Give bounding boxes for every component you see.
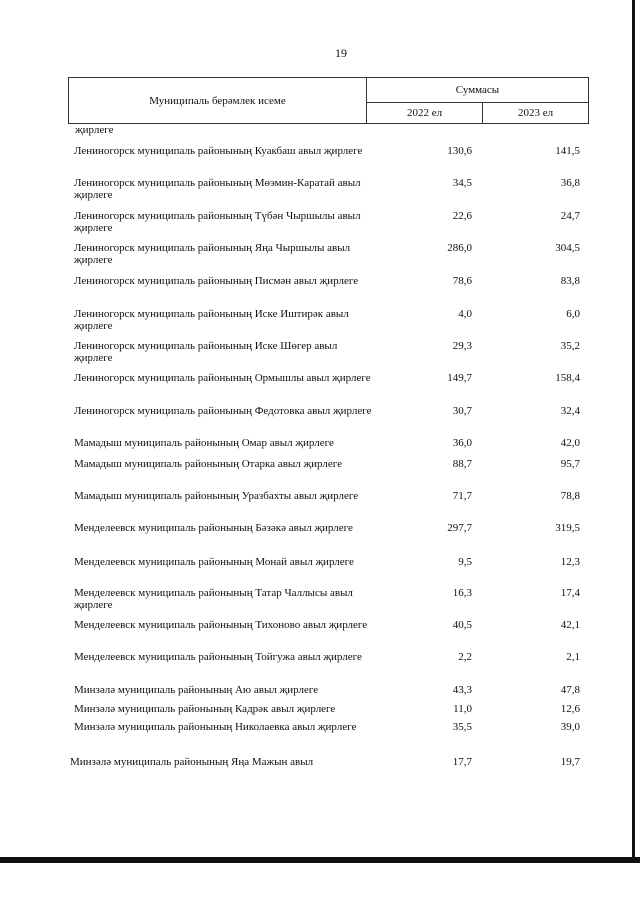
row-value-2022: 30,7 bbox=[452, 405, 472, 417]
row-name: Менделеевск муниципаль районының Тихоново авыл җирлеге bbox=[74, 619, 368, 631]
row-value-2023: 78,8 bbox=[560, 490, 580, 502]
row-name: Лениногорск муниципаль районының Түбән Чыршылы авыл җирлеге bbox=[74, 210, 361, 234]
row-value-2023: 19,7 bbox=[560, 756, 580, 768]
row-value-2023: 39,0 bbox=[560, 721, 580, 733]
row-value-2022: 71,7 bbox=[452, 490, 472, 502]
row-value-2022: 40,5 bbox=[452, 619, 472, 631]
row-name: Лениногорск муниципаль районының Писмән авыл җирлеге bbox=[74, 275, 359, 287]
row-value-2023: 47,8 bbox=[560, 684, 580, 696]
table-header bbox=[68, 77, 589, 124]
row-name: Менделеевск муниципаль районының Бәзәкә авыл җирлеге bbox=[74, 522, 353, 534]
row-value-2022: 297,7 bbox=[447, 522, 472, 534]
continued-text: җирлеге bbox=[75, 124, 114, 136]
column-header-sum: Суммасы bbox=[367, 78, 588, 103]
row-name: Лениногорск муниципаль районының Ормышлы авыл җирлеге bbox=[74, 372, 371, 384]
row-value-2023: 42,0 bbox=[560, 437, 580, 449]
row-name: Менделеевск муниципаль районының Татар Чаллысы авыл җирлеге bbox=[74, 587, 353, 611]
row-value-2023: 42,1 bbox=[560, 619, 580, 631]
scan-edge-bottom bbox=[0, 857, 640, 863]
row-value-2022: 16,3 bbox=[452, 587, 472, 599]
row-value-2023: 12,6 bbox=[560, 703, 580, 715]
row-value-2023: 24,7 bbox=[560, 210, 580, 222]
row-value-2022: 22,6 bbox=[452, 210, 472, 222]
row-value-2022: 130,6 bbox=[447, 145, 472, 157]
row-value-2022: 36,0 bbox=[452, 437, 472, 449]
row-value-2022: 149,7 bbox=[447, 372, 472, 384]
row-name: Минзәлә муниципаль районының Николаевка авыл җирлеге bbox=[74, 721, 357, 733]
row-value-2023: 158,4 bbox=[555, 372, 580, 384]
row-value-2022: 34,5 bbox=[452, 177, 472, 189]
row-name: Лениногорск муниципаль районының Яңа Чыршылы авыл җирлеге bbox=[74, 242, 351, 266]
row-value-2023: 6,0 bbox=[566, 308, 580, 320]
row-value-2023: 12,3 bbox=[560, 556, 580, 568]
row-value-2023: 36,8 bbox=[560, 177, 580, 189]
row-value-2022: 4,0 bbox=[458, 308, 472, 320]
row-value-2022: 11,0 bbox=[453, 703, 472, 715]
row-name: Мамадыш муниципаль районының Отарка авыл җирлеге bbox=[74, 458, 342, 470]
row-value-2023: 2,1 bbox=[566, 651, 580, 663]
column-header-2023: 2023 ел bbox=[517, 107, 554, 119]
row-value-2022: 29,3 bbox=[452, 340, 472, 352]
row-name: Менделеевск муниципаль районының Монай авыл җирлеге bbox=[74, 556, 354, 568]
row-value-2023: 95,7 bbox=[560, 458, 580, 470]
row-value-2022: 43,3 bbox=[452, 684, 472, 696]
column-header-name: Муниципаль берәмлек исеме bbox=[69, 78, 367, 123]
row-value-2023: 17,4 bbox=[560, 587, 580, 599]
row-name: Мамадыш муниципаль районының Омар авыл җирлеге bbox=[74, 437, 334, 449]
row-name: Лениногорск муниципаль районының Мөэмин-Каратай авыл җирлеге bbox=[74, 177, 361, 201]
row-name: Мамадыш муниципаль районының Уразбахты авыл җирлеге bbox=[74, 490, 359, 502]
row-value-2022: 88,7 bbox=[452, 458, 472, 470]
row-value-2023: 304,5 bbox=[555, 242, 580, 254]
row-value-2023: 32,4 bbox=[560, 405, 580, 417]
row-value-2022: 78,6 bbox=[452, 275, 472, 287]
row-value-2022: 17,7 bbox=[452, 756, 472, 768]
row-name: Лениногорск муниципаль районының Иске Иштирәк авыл җирлеге bbox=[74, 308, 349, 332]
row-value-2022: 9,5 bbox=[458, 556, 472, 568]
column-header-2022: 2022 ел bbox=[367, 103, 483, 123]
page-number: 19 bbox=[335, 46, 347, 60]
row-name: Минзәлә муниципаль районының Яңа Мажын авыл bbox=[70, 756, 314, 768]
row-value-2023: 35,2 bbox=[560, 340, 580, 352]
scan-edge-right bbox=[632, 0, 635, 862]
row-value-2023: 141,5 bbox=[555, 145, 580, 157]
row-name: Лениногорск муниципаль районының Куакбаш авыл җирлеге bbox=[74, 145, 363, 157]
row-name: Лениногорск муниципаль районының Иске Шөгер авыл җирлеге bbox=[74, 340, 338, 364]
row-name: Минзәлә муниципаль районының Аю авыл җирлеге bbox=[74, 684, 319, 696]
row-value-2023: 319,5 bbox=[555, 522, 580, 534]
row-value-2022: 35,5 bbox=[452, 721, 472, 733]
row-value-2022: 2,2 bbox=[458, 651, 472, 663]
row-name: Лениногорск муниципаль районының Федотовка авыл җирлеге bbox=[74, 405, 372, 417]
row-value-2022: 286,0 bbox=[447, 242, 472, 254]
row-name: Минзәлә муниципаль районының Кадрәк авыл җирлеге bbox=[74, 703, 336, 715]
row-name: Менделеевск муниципаль районының Тойгужа авыл җирлеге bbox=[74, 651, 362, 663]
row-value-2023: 83,8 bbox=[560, 275, 580, 287]
